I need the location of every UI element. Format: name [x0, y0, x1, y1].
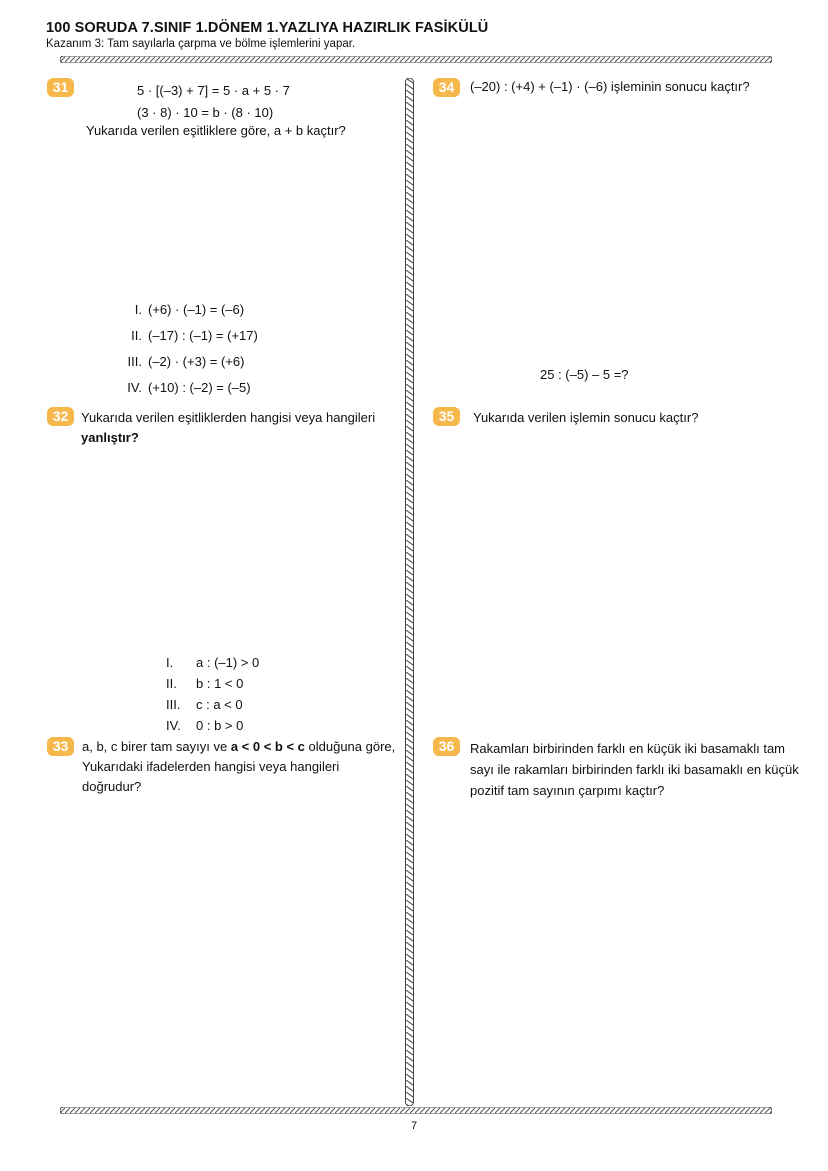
q35-question-text: Yukarıda verilen işlemin sonucu kaçtır? [473, 410, 699, 425]
q33-statement [166, 716, 243, 736]
roman-numeral: I. [166, 655, 174, 670]
statement-expression: 0 : b > 0 [196, 718, 244, 733]
statement-expression: (–2) · (+3) = (+6) [148, 354, 245, 369]
q33-statement [166, 674, 243, 694]
statement-expression: a : (–1) > 0 [196, 655, 260, 670]
roman-numeral: IV. [127, 380, 142, 395]
question-number-badge: 35 [433, 407, 460, 426]
roman-numeral: IV. [166, 718, 181, 733]
q31-equation-1: 5 · [(–3) + 7] = 5 · a + 5 · 7 [137, 83, 290, 98]
q32-statement [104, 352, 244, 372]
q36-question-text: Rakamları birbirinden farklı en küçük iki basamaklı tam sayı ile rakamları birbirinden farklı iki basamaklı en küçük pozitif tam sayının çarpımı kaçtır? [470, 741, 799, 798]
statement-expression: c : a < 0 [196, 697, 243, 712]
q32-statement [104, 326, 258, 346]
statement-expression: (+6) · (–1) = (–6) [148, 302, 245, 317]
roman-numeral: II. [131, 328, 142, 343]
question-number-badge: 34 [433, 78, 460, 97]
question-number-badge: 36 [433, 737, 460, 756]
statement-expression: b : 1 < 0 [196, 676, 244, 691]
question-number-badge: 32 [47, 407, 74, 426]
q31-question-text: Yukarıda verilen eşitliklere göre, a + b kaçtır? [86, 123, 346, 138]
q31-equation-2: (3 · 8) · 10 = b · (8 · 10) [137, 105, 274, 120]
q34-question-text: (–20) : (+4) + (–1) · (–6) işleminin sonucu kaçtır? [470, 79, 750, 94]
q33-statement [166, 695, 243, 715]
statement-expression: (–17) : (–1) = (+17) [148, 328, 258, 343]
q32-statement [104, 300, 244, 320]
rope-divider-vertical [405, 78, 414, 1106]
q32-statement [104, 378, 251, 398]
roman-numeral: II. [166, 676, 177, 691]
question-number-badge: 33 [47, 737, 74, 756]
q32-question-text: Yukarıda verilen eşitliklerden hangisi veya hangileri yanlıştır? [81, 410, 376, 445]
rope-divider-bottom [60, 1107, 772, 1114]
q35-expression: 25 : (–5) – 5 =? [540, 367, 629, 382]
roman-numeral: III. [166, 697, 181, 712]
question-number-badge: 31 [47, 78, 74, 97]
roman-numeral: III. [127, 354, 142, 369]
page-subtitle: Kazanım 3: Tam sayılarla çarpma ve bölme işlemlerini yapar. [46, 38, 356, 50]
q33-question-text: a, b, c birer tam sayıyı ve a < 0 < b < c olduğuna göre, Yukarıdaki ifadelerden hangisi veya hangileri doğrudur? [82, 739, 396, 794]
roman-numeral: I. [134, 302, 142, 317]
q33-statement [166, 653, 259, 673]
rope-divider-top [60, 56, 772, 63]
page-title: 100 SORUDA 7.SINIF 1.DÖNEM 1.YAZLIYA HAZIRLIK FASİKÜLÜ [46, 20, 489, 36]
page-number: 7 [410, 1120, 418, 1132]
statement-expression: (+10) : (–2) = (–5) [148, 380, 251, 395]
